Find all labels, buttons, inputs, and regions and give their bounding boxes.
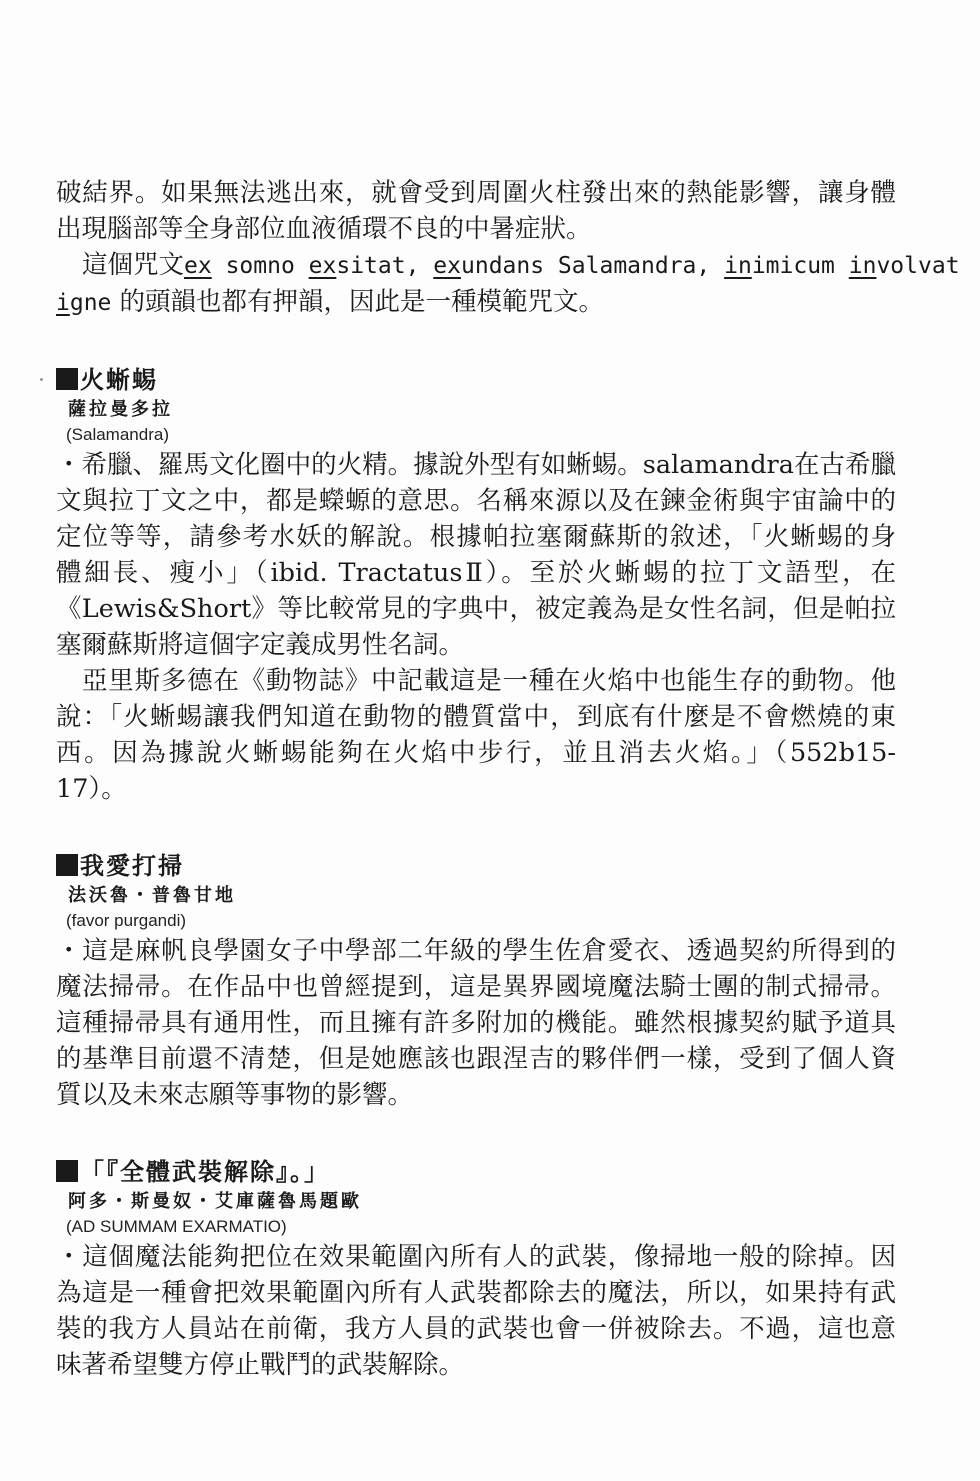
- text-line: ・希臘、羅馬文化圈中的火精。據說外型有如蜥蜴。salamandra在古希臘: [56, 450, 896, 480]
- entry-paragraph: [56, 663, 896, 807]
- entry-paragraph: [56, 933, 896, 1113]
- spell-word: gne: [69, 290, 112, 316]
- spell-alliteration: i: [56, 290, 70, 316]
- black-square-icon: [56, 368, 78, 390]
- text-line: 的基準目前還不清楚，但是她應該也跟涅吉的夥伴們一樣，受到了個人資: [56, 1044, 896, 1074]
- text-line: 17）。: [56, 774, 127, 804]
- entry-paragraph: [56, 447, 896, 663]
- entry-title: 「『全體武裝解除』。」: [56, 1155, 896, 1189]
- text-line: 亞里斯多德在《動物誌》中記載這是一種在火焰中也能生存的動物。他: [82, 666, 896, 696]
- text-line: 這種掃帚具有通用性，而且擁有許多附加的機能。雖然根據契約賦予道具: [56, 1008, 896, 1038]
- intro-line-2: 出現腦部等全身部位血液循環不良的中暑症狀。: [56, 214, 592, 244]
- entry-reading: 法沃魯・普魯甘地: [68, 885, 236, 906]
- spell-alliteration: ex: [433, 253, 461, 279]
- glossary-entry: [56, 1155, 896, 1383]
- glossary-entry: [56, 849, 896, 1113]
- spell-prefix: 這個咒文: [82, 250, 185, 280]
- text-line: 塞爾蘇斯將這個字定義成男性名詞。: [56, 630, 465, 660]
- glossary-entry: [56, 363, 896, 807]
- text-line: 西。因為據說火蜥蜴能夠在火焰中步行，並且消去火焰。」（552b15-: [56, 738, 896, 768]
- entry-paragraph: [56, 1239, 896, 1383]
- text-line: 文與拉丁文之中，都是蠑螈的意思。名稱來源以及在鍊金術與宇宙論中的: [56, 486, 896, 516]
- entry-reading: 阿多・斯曼奴・艾庫薩魯馬題歐: [68, 1191, 362, 1212]
- entry-latin: (AD SUMMAM EXARMATIO): [66, 1217, 287, 1236]
- spell-word: somno: [211, 253, 309, 279]
- spell-alliteration: ex: [308, 253, 337, 279]
- spell-tail: 的頭韻也都有押韻，因此是一種模範咒文。: [111, 287, 605, 317]
- text-line: 說：「火蜥蜴讓我們知道在動物的體質當中，到底有什麼是不會燃燒的東: [56, 702, 896, 732]
- spell-alliteration: ex: [184, 253, 212, 279]
- text-line: 《Lewis&Short》等比較常見的字典中，被定義為是女性名詞，但是帕拉: [56, 594, 896, 624]
- spell-alliteration: in: [848, 253, 877, 279]
- text-line: ・這個魔法能夠把位在效果範圍內所有人的武裝，像掃地一般的除掉。因: [56, 1242, 896, 1272]
- spell-line-1: [56, 247, 960, 284]
- black-square-icon: [56, 854, 78, 876]
- entry-reading: 薩拉曼多拉: [68, 399, 173, 420]
- black-square-icon: [56, 1160, 78, 1182]
- text-line: 質以及未來志願等事物的影響。: [56, 1080, 414, 1110]
- intro-line-1: 破結界。如果無法逃出來，就會受到周圍火柱發出來的熱能影響，讓身體: [56, 178, 896, 208]
- entry-latin: (favor purgandi): [66, 911, 187, 930]
- spell-line-2: [56, 284, 896, 321]
- spell-alliteration: in: [724, 253, 752, 279]
- spell-word: imicum: [751, 253, 849, 279]
- book-page: [56, 175, 960, 1383]
- text-line: ・這是麻帆良學園女子中學部二年級的學生佐倉愛衣、透過契約所得到的: [56, 936, 896, 966]
- text-line: 魔法掃帚。在作品中也曾經提到，這是異界國境魔法騎士團的制式掃帚。: [56, 972, 896, 1002]
- text-line: 為這是一種會把效果範圍內所有人武裝都除去的魔法，所以，如果持有武: [56, 1278, 896, 1308]
- intro-section: [56, 175, 960, 321]
- spell-word: undans Salamandra,: [461, 253, 725, 279]
- entry-latin: (Salamandra): [66, 425, 169, 444]
- text-line: 定位等等，請參考水妖的解說。根據帕拉塞爾蘇斯的敘述，「火蜥蜴的身: [56, 522, 896, 552]
- entry-title: 火蜥蜴: [56, 363, 896, 397]
- text-line: 體細長、瘦小」（ibid. TractatusⅡ）。至於火蜥蜴的拉丁文語型，在: [56, 558, 896, 588]
- entry-title: 我愛打掃: [56, 849, 896, 883]
- spell-word: volvat: [876, 253, 960, 279]
- text-line: 裝的我方人員站在前衛，我方人員的武裝也會一併被除去。不過，這也意: [56, 1314, 896, 1344]
- text-line: 味著希望雙方停止戰鬥的武裝解除。: [56, 1350, 465, 1380]
- spell-word: sitat,: [336, 253, 434, 279]
- scan-speck: [40, 378, 43, 381]
